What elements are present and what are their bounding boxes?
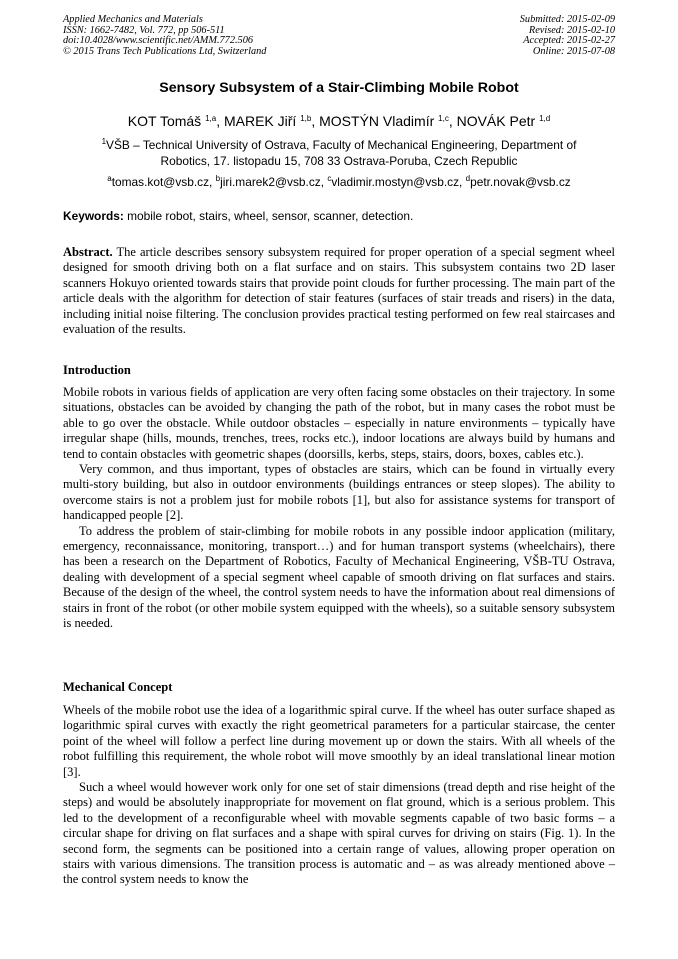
paragraph: Wheels of the mobile robot use the idea of a logarithmic spiral curve. If the wheel has outer surface shaped as logarithmic spiral curves with exactly the right geometrical parameters for a particular staircase, the center point of the wheel will follow a perfect line during movement up or down the stairs. With all wheels of the robot fulfilling this requirement, the whole robot will move smoothly by an ideal translational linear motion [3]. [63, 703, 615, 779]
section-heading: Mechanical Concept [63, 680, 173, 694]
section-body [63, 385, 615, 632]
section-heading: Introduction [63, 363, 131, 377]
email-list: $^a$tomas.kot@vsb.cz, $^b$jiri.marek2@vsb.cz, $^c$vladimir.mostyn@vsb.cz, $^d$petr.novak@vsb.cz [107, 174, 571, 189]
affiliation: $^1$VŠB – Technical University of Ostrava, Faculty of Mechanical Engineering, Department of Robotics, 17. listopadu 15, 708 33 Ostrava-Poruba, Czech Republic [101, 137, 577, 168]
paragraph: Such a wheel would however work only for one set of stair dimensions (tread depth and rise height of the steps) and would be absolutely inappropriate for movement on flat ground, which is a serious problem. This led to the development of a reconfigurable wheel with movable segments capable of two basic forms – a circular shape for driving on flat surfaces and a shape with spiral curves for driving on stairs (Fig. 1). In the second form, the segments can be positioned into a certain range of values, allowing proper operation on stairs with various dimensions. The transition process is automatic and – as was already mentioned above – the control system needs to know the [63, 780, 615, 887]
journal-copyright: © 2015 Trans Tech Publications Ltd, Switzerland [63, 45, 267, 57]
author: NOVÁK Petr $^{1,d}$ [456, 113, 551, 129]
keywords-text: mobile robot, stairs, wheel, sensor, scanner, detection. [123, 209, 414, 223]
paragraph: To address the problem of stair-climbing for mobile robots in any possible indoor application (military, emergency, reconnaissance, monitoring, transport…) and for human transport systems (wheelchairs), there has been a research on the Department of Robotics, Faculty of Mechanical Engineering, VŠB-TU Ostrava, dealing with development of a special segment wheel capable of smooth driving on flat surfaces and stairs. Because of the design of the wheel, the control system needs to have the information about real dimensions of stairs in front of the robot (or other mobile system equipped with the wheels), so a suitable sensory subsystem is needed. [63, 523, 615, 631]
journal-info [63, 15, 266, 57]
abstract [63, 245, 615, 337]
keywords [63, 209, 413, 223]
abstract-label: Abstract. [63, 245, 113, 259]
author: KOT Tomáš $^{1,a}$, [127, 113, 224, 129]
keywords-label: Keywords: [63, 209, 124, 223]
email[interactable]: $^a$tomas.kot@vsb.cz [107, 174, 210, 189]
paragraph: Very common, and thus important, types of obstacles are stairs, which can be found in virtually every multi-story building, but also in outdoor environments (buildings entrances or steep slopes). The ability to overcome stairs is not a problem just for mobile robots [1], but also for assistance systems for transport of handicapped people [2]. [63, 462, 615, 523]
journal-doi: doi:10.4028/www.scientific.net/AMM.772.506 [63, 35, 253, 47]
date-revised: Revised: 2015-02-10 [528, 24, 615, 36]
date-online: Online: 2015-07-08 [532, 45, 615, 57]
date-accepted: Accepted: 2015-02-27 [523, 35, 615, 47]
author-list [0, 113, 678, 129]
journal-name: Applied Mechanics and Materials [63, 14, 203, 25]
publication-dates [520, 15, 615, 57]
section-body [63, 703, 615, 888]
email[interactable]: $^c$vladimir.mostyn@vsb.cz [327, 174, 460, 189]
abstract-text: The article describes sensory subsystem required for proper operation of a special segment wheel designed for smooth driving both on a flat surface and on stairs. This subsystem contains two 2D laser scanners Hokuyo oriented towards stairs that provide point clouds for further processing. The main part of the article deals with the algorithm for detection of stair features (surfaces of stair treads and risers) in the data, including initial noise filtering. The conclusion provides practical testing performed on few real staircases and evaluation of the results. [63, 245, 615, 337]
date-submitted: Submitted: 2015-02-09 [519, 14, 615, 25]
paper-title: Sensory Subsystem of a Stair-Climbing Mobile Robot [159, 80, 519, 96]
author: MAREK Jiří $^{1,b}$, [223, 113, 320, 129]
paragraph: Mobile robots in various fields of application are very often facing some obstacles on their trajectory. In some situations, obstacles can be avoided by changing the path of the robot, but in many cases the robot must be able to go over the obstacle. While outdoor obstacles – especially in nature environments – typically have irregular shape (hills, mounds, trenches, trees, rocks etc.), indoor locations are always build by humans and tend to contain obstacles with geometric shapes (doorsills, kerbs, steps, stairs, doors, boxes, cables etc.). [63, 385, 615, 461]
email[interactable]: $^d$petr.novak@vsb.cz [465, 174, 571, 189]
author: MOSTÝN Vladimír $^{1,c}$, [319, 113, 457, 129]
email[interactable]: $^b$jiri.marek2@vsb.cz [215, 174, 321, 189]
journal-issn: ISSN: 1662-7482, Vol. 772, pp 506-511 [63, 24, 225, 36]
